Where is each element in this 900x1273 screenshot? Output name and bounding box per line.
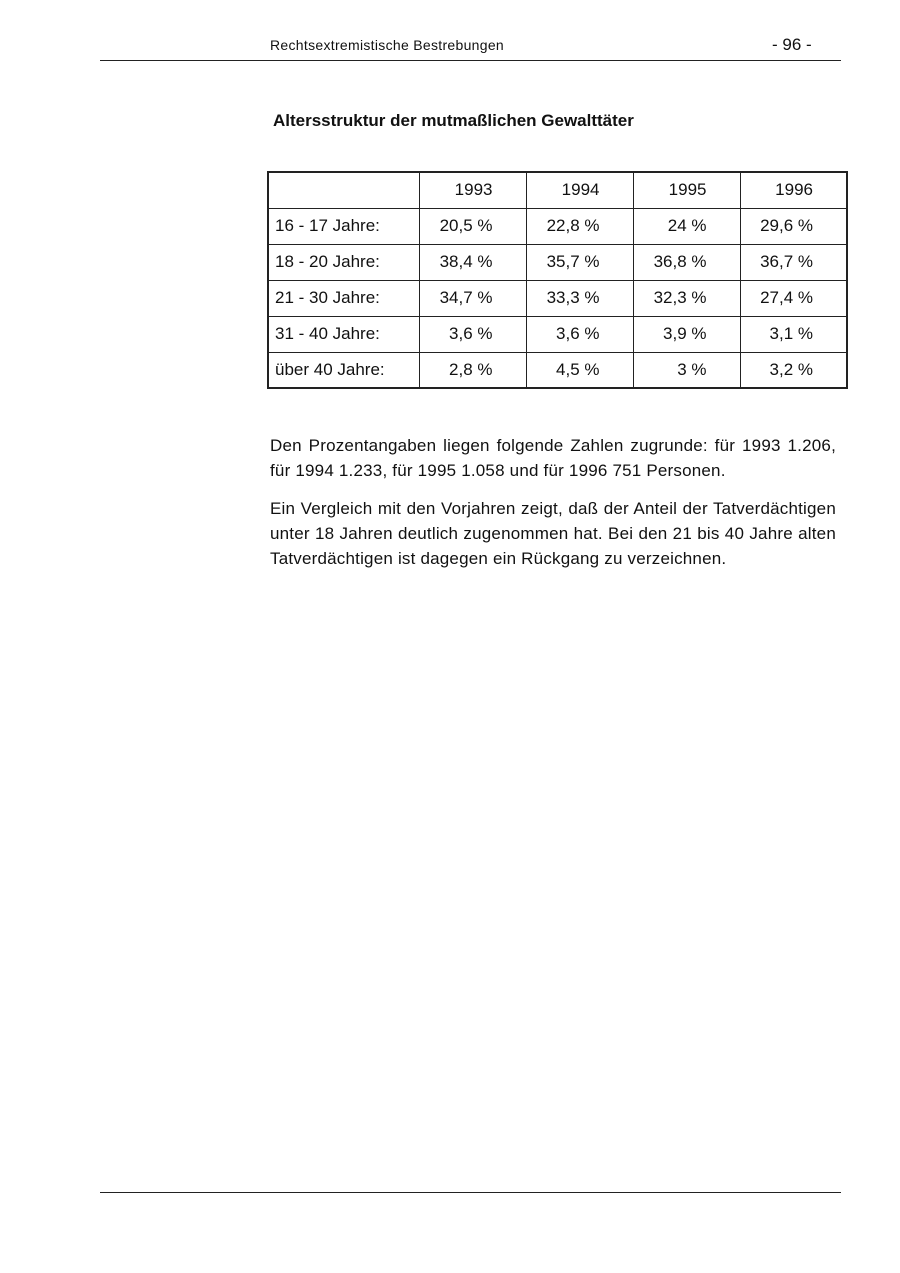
- table-cell: 36,8 %: [633, 244, 740, 280]
- row-label: 21 - 30 Jahre:: [268, 280, 419, 316]
- row-label: über 40 Jahre:: [268, 352, 419, 388]
- table-cell: 36,7 %: [740, 244, 847, 280]
- table-row: [268, 208, 847, 244]
- age-structure-table: [267, 171, 848, 389]
- table-header-cell: 1993: [419, 172, 526, 208]
- table-cell: 20,5 %: [419, 208, 526, 244]
- table-header-row: [268, 172, 847, 208]
- table-cell: 38,4 %: [419, 244, 526, 280]
- table-cell: 27,4 %: [740, 280, 847, 316]
- section-title: Altersstruktur der mutmaßlichen Gewalttäter: [273, 111, 634, 130]
- table-cell: 3,9 %: [633, 316, 740, 352]
- page-number: - 96 -: [772, 35, 812, 54]
- table-cell: 33,3 %: [526, 280, 633, 316]
- table-row: [268, 316, 847, 352]
- row-label: 16 - 17 Jahre:: [268, 208, 419, 244]
- table-header-cell: 1994: [526, 172, 633, 208]
- table-cell: 3,1 %: [740, 316, 847, 352]
- table-row: [268, 280, 847, 316]
- body-paragraph: Ein Vergleich mit den Vorjahren zeigt, daß der Anteil der Tatverdächtigen unter 18 Jahren deutlich zugenommen hat. Bei den 21 bis 40 Jahre alten Tatverdächtigen ist dagegen ein Rückgang zu verzeichnen.: [270, 499, 836, 568]
- footer-divider: [100, 1192, 841, 1193]
- running-title: Rechtsextremistische Bestrebungen: [270, 37, 505, 53]
- table-cell: 3 %: [633, 352, 740, 388]
- table-cell: 24 %: [633, 208, 740, 244]
- table-cell: 3,2 %: [740, 352, 847, 388]
- table-cell: 3,6 %: [419, 316, 526, 352]
- table-cell: 2,8 %: [419, 352, 526, 388]
- table-row: [268, 244, 847, 280]
- table-cell: 35,7 %: [526, 244, 633, 280]
- table-header-cell: 1995: [633, 172, 740, 208]
- row-label: 18 - 20 Jahre:: [268, 244, 419, 280]
- body-paragraph: Den Prozentangaben liegen folgende Zahlen zugrunde: für 1993 1.206, für 1994 1.233, für 1995 1.058 und für 1996 751 Personen.: [270, 436, 836, 480]
- table-header-cell: 1996: [740, 172, 847, 208]
- table-cell: 29,6 %: [740, 208, 847, 244]
- table-cell: 3,6 %: [526, 316, 633, 352]
- table-row: [268, 352, 847, 388]
- table-header-cell: [268, 172, 419, 208]
- row-label: 31 - 40 Jahre:: [268, 316, 419, 352]
- table-cell: 32,3 %: [633, 280, 740, 316]
- table-cell: 34,7 %: [419, 280, 526, 316]
- header-divider: [100, 60, 841, 61]
- table-cell: 4,5 %: [526, 352, 633, 388]
- table-cell: 22,8 %: [526, 208, 633, 244]
